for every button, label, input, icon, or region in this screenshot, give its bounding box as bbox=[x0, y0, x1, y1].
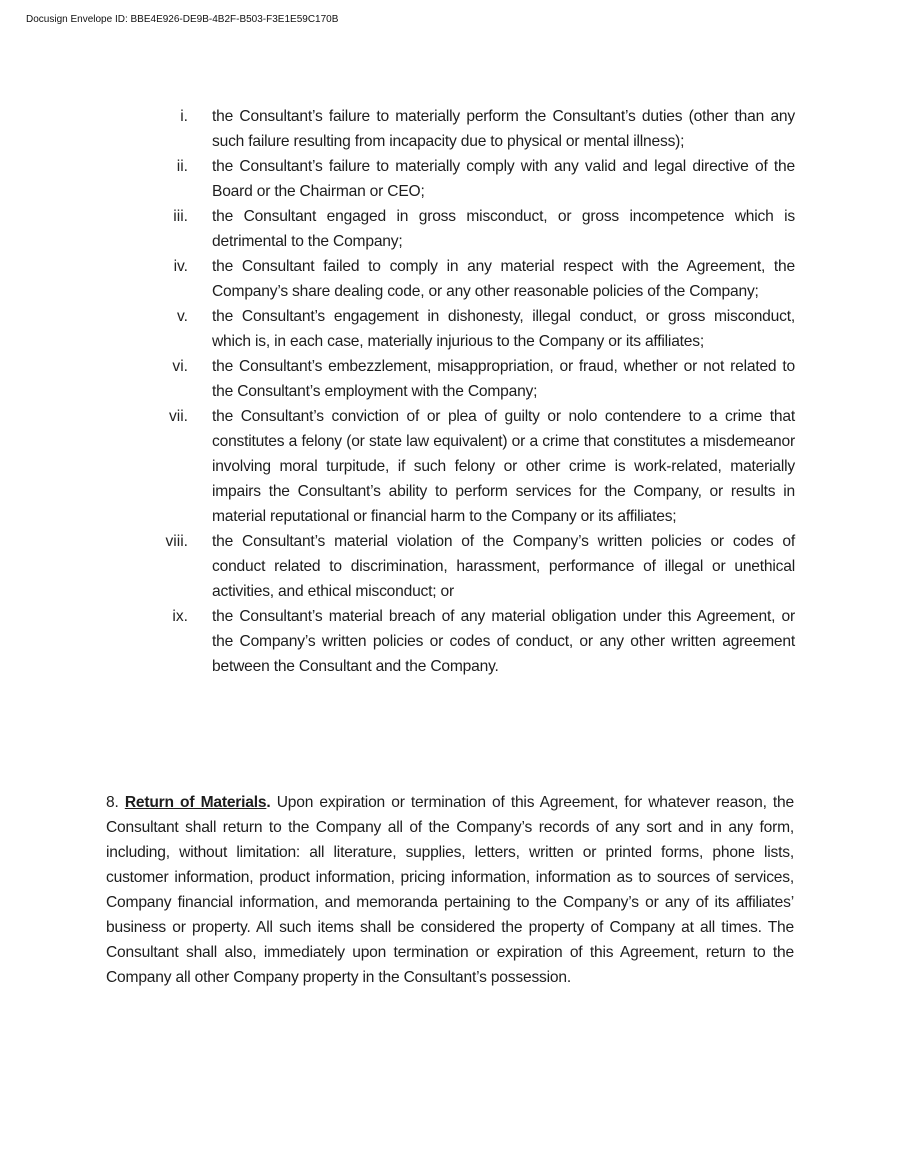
list-item-text: the Consultant engaged in gross misconduct, or gross incompetence which is detrimental to the Company; bbox=[212, 208, 795, 250]
list-item-text: the Consultant’s engagement in dishonesty, illegal conduct, or gross misconduct, which is, in each case, materially injurious to the Company or its affiliates; bbox=[212, 308, 795, 350]
list-item-text: the Consultant failed to comply in any material respect with the Agreement, the Company’s share dealing code, or any other reasonable policies of the Company; bbox=[212, 258, 795, 300]
section-body: Upon expiration or termination of this Agreement, for whatever reason, the Consultant shall return to the Company all of the Company’s records of any sort and in any form, including, without limitation: all literature, supplies, letters, written or printed forms, phone lists, customer information, product information, pricing information, information as to sources of services, Company financial information, and memoranda pertaining to the Company’s or any of its affiliates’ business or property. All such items shall be considered the property of Company at all times. The Consultant shall also, immediately upon termination or expiration of this Agreement, return to the Company all other Company property in the Consultant’s possession. bbox=[106, 794, 794, 986]
list-numeral: i. bbox=[180, 108, 188, 125]
list-numeral: iv. bbox=[173, 258, 188, 275]
list-item-text: the Consultant’s failure to materially comply with any valid and legal directive of the Board or the Chairman or CEO; bbox=[212, 158, 795, 200]
list-item bbox=[150, 404, 795, 529]
list-numeral: ix. bbox=[172, 608, 188, 625]
list-item bbox=[150, 204, 795, 254]
list-item bbox=[150, 604, 795, 679]
list-numeral: iii. bbox=[173, 208, 188, 225]
section-number: 8. bbox=[106, 794, 125, 811]
list-numeral: viii. bbox=[165, 533, 188, 550]
termination-clauses-list bbox=[150, 104, 795, 679]
list-item bbox=[150, 354, 795, 404]
section-8-return-of-materials bbox=[106, 790, 794, 990]
list-item bbox=[150, 304, 795, 354]
list-numeral: ii. bbox=[176, 158, 188, 175]
list-item-text: the Consultant’s material violation of the Company’s written policies or codes of conduct related to discrimination, harassment, performance of illegal or unethical activities, and ethical misconduct; or bbox=[212, 533, 795, 600]
list-numeral: vii. bbox=[168, 408, 188, 425]
section-heading: Return of Materials bbox=[124, 794, 267, 811]
list-numeral: v. bbox=[177, 308, 188, 325]
section-heading-punct: . bbox=[266, 794, 271, 811]
list-item-text: the Consultant’s material breach of any material obligation under this Agreement, or the Company’s written policies or codes of conduct, or any other written agreement between the Consultant and the Company. bbox=[212, 608, 795, 675]
list-item bbox=[150, 529, 795, 604]
list-item bbox=[150, 154, 795, 204]
list-item bbox=[150, 254, 795, 304]
list-numeral: vi. bbox=[172, 358, 188, 375]
envelope-id-header: Docusign Envelope ID: BBE4E926-DE9B-4B2F-B503-F3E1E59C170B bbox=[26, 14, 339, 25]
list-item bbox=[150, 104, 795, 154]
list-item-text: the Consultant’s embezzlement, misappropriation, or fraud, whether or not related to the Consultant’s employment with the Company; bbox=[212, 358, 795, 400]
list-item-text: the Consultant’s conviction of or plea of guilty or nolo contendere to a crime that constitutes a felony (or state law equivalent) or a crime that constitutes a misdemeanor involving moral turpitude, if such felony or other crime is work-related, materially impairs the Consultant’s ability to perform services for the Company, or results in material reputational or financial harm to the Company or its affiliates; bbox=[212, 408, 795, 525]
list-item-text: the Consultant’s failure to materially perform the Consultant’s duties (other than any such failure resulting from incapacity due to physical or mental illness); bbox=[212, 108, 795, 150]
